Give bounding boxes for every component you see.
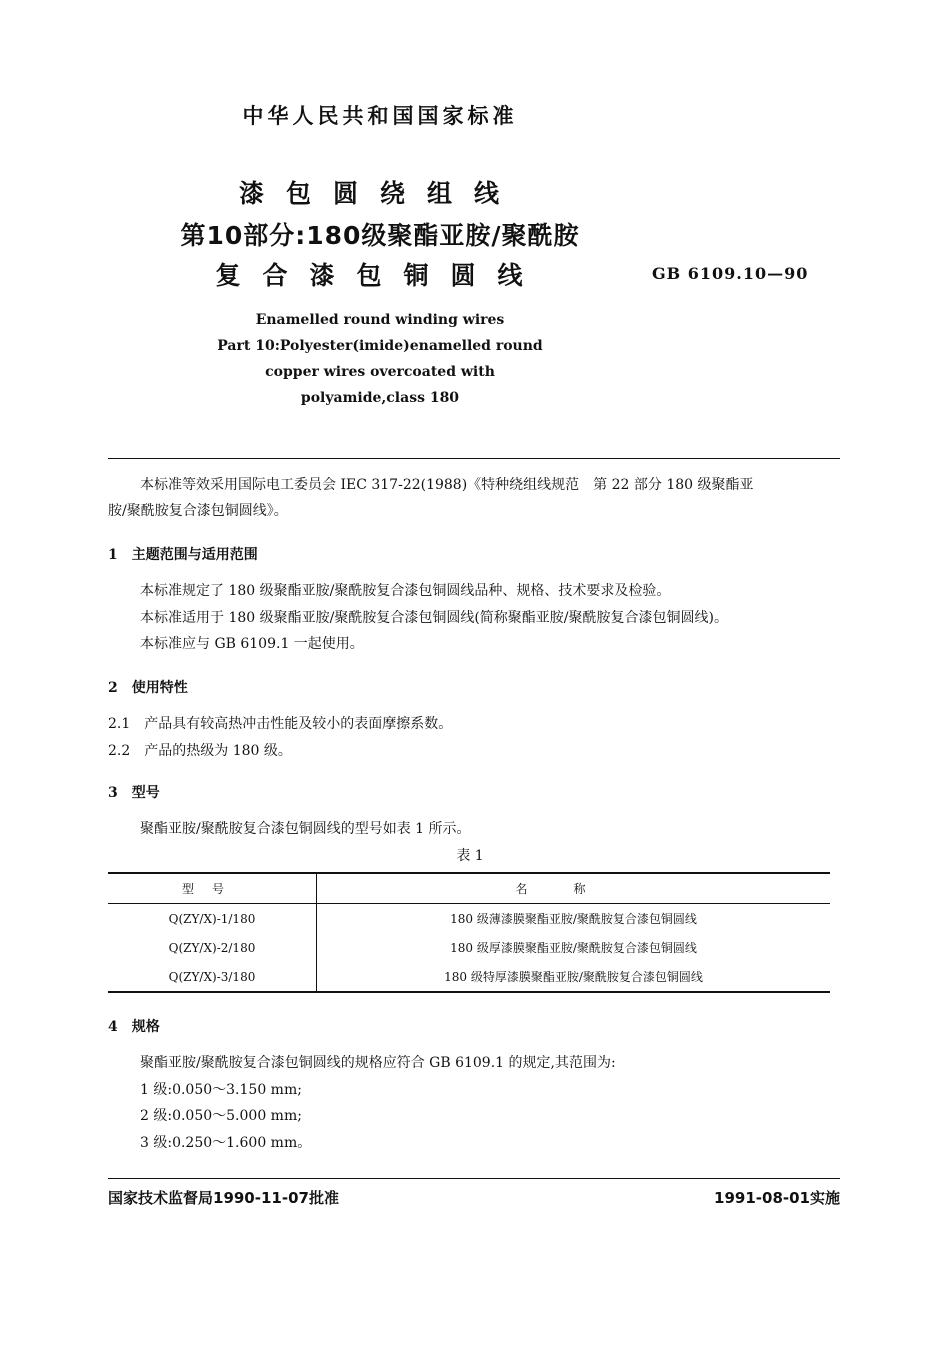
section2-item2: 2.2 产品的热级为 180 级。 [108, 743, 292, 759]
model-table [108, 872, 830, 993]
national-standard-heading: 中华人民共和国国家标准 [242, 104, 518, 128]
table-header-model [108, 873, 317, 904]
section1-heading: 1 主题范围与适用范围 [108, 547, 258, 563]
title-en-line2: Part 10:Polyester(imide)enamelled round [217, 338, 543, 354]
table-row [108, 962, 830, 992]
title-en-line1: Enamelled round winding wires [255, 312, 505, 328]
section1-para1: 本标准规定了 180 级聚酯亚胺/聚酰胺复合漆包铜圆线品种、规格、技术要求及检验。 [140, 583, 671, 599]
section4-grade3: 3 级:0.250～1.600 mm。 [140, 1135, 312, 1151]
section4-para1: 聚酯亚胺/聚酰胺复合漆包铜圆线的规格应符合 GB 6109.1 的规定,其范围为: [140, 1055, 616, 1071]
header-model-label: 型号 [181, 882, 242, 896]
table-header-name [317, 873, 831, 904]
intro-line2: 胺/聚酰胺复合漆包铜圆线》。 [108, 503, 288, 519]
table-cell-model: Q(ZY/X)-3/180 [108, 962, 317, 992]
section1-para3: 本标准应与 GB 6109.1 一起使用。 [140, 636, 364, 652]
title-cn-line2: 第10部分:180级聚酯亚胺/聚酰胺 [180, 221, 580, 250]
table-cell-name: 180 级薄漆膜聚酯亚胺/聚酰胺复合漆包铜圆线 [450, 912, 697, 926]
footer-rule [108, 1178, 840, 1179]
section4-heading: 4 规格 [108, 1019, 160, 1035]
section3-para1: 聚酯亚胺/聚酰胺复合漆包铜圆线的型号如表 1 所示。 [140, 821, 471, 837]
table-cell-model: Q(ZY/X)-2/180 [108, 933, 317, 962]
section4-grade1: 1 级:0.050～3.150 mm; [140, 1082, 302, 1098]
intro-line1: 本标准等效采用国际电工委员会 IEC 317-22(1988)《特种绕组线规范 第 22 部分 180 级聚酯亚 [140, 477, 754, 493]
table-cell-name: 180 级厚漆膜聚酯亚胺/聚酰胺复合漆包铜圆线 [450, 941, 697, 955]
effective-date: 1991-08-01实施 [714, 1189, 840, 1207]
approval-date: 国家技术监督局1990-11-07批准 [108, 1189, 339, 1207]
section1-para2: 本标准适用于 180 级聚酯亚胺/聚酰胺复合漆包铜圆线(简称聚酯亚胺/聚酰胺复合漆包铜圆线)。 [140, 610, 728, 626]
title-cn-line3: 复合漆包铜圆线 [215, 261, 545, 290]
table-cell-name: 180 级特厚漆膜聚酯亚胺/聚酰胺复合漆包铜圆线 [317, 962, 831, 992]
section3-heading: 3 型号 [108, 785, 160, 801]
title-cn-line1: 漆包圆绕组线 [238, 179, 521, 208]
section2-item1: 2.1 产品具有较高热冲击性能及较小的表面摩擦系数。 [108, 716, 453, 732]
header-rule [108, 458, 840, 459]
section4-grade2: 2 级:0.050～5.000 mm; [140, 1108, 302, 1124]
header-name-label: 名称 [515, 882, 632, 896]
standard-code: GB 6109.10—90 [652, 264, 809, 283]
title-en-line3: copper wires overcoated with [265, 364, 495, 380]
table-row [108, 933, 830, 962]
table-cell-model: Q(ZY/X)-1/180 [108, 904, 317, 934]
table-row [108, 904, 830, 934]
table-caption: 表 1 [456, 848, 484, 864]
table-header-row [108, 873, 830, 904]
section2-heading: 2 使用特性 [108, 680, 188, 696]
title-en-line4: polyamide,class 180 [300, 390, 460, 406]
